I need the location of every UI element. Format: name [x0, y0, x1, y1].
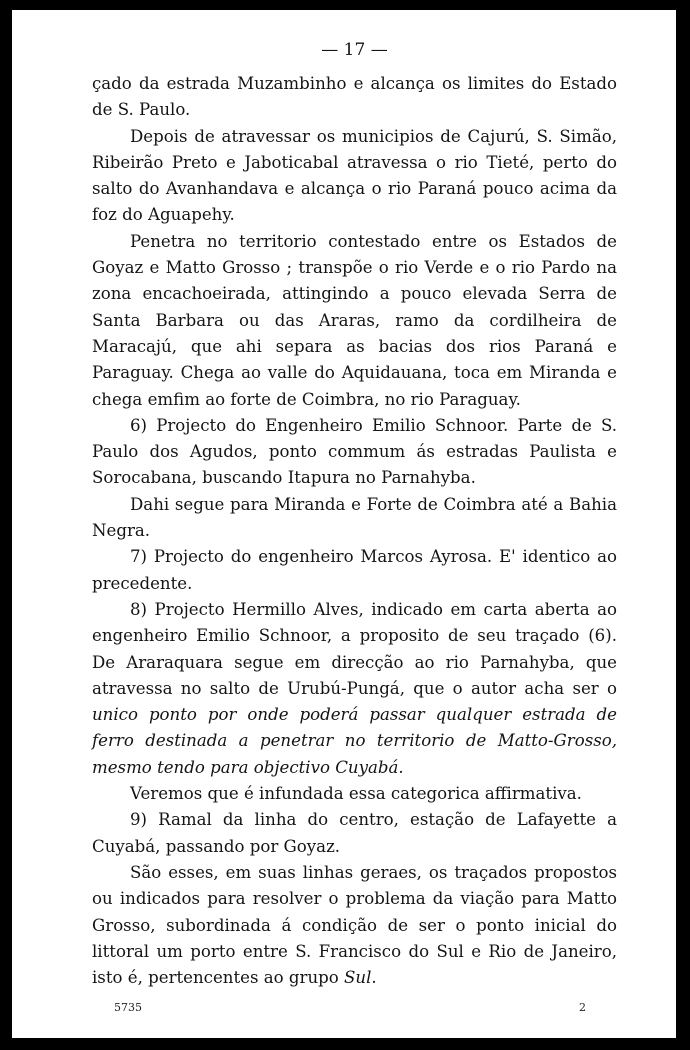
paragraph-9: 9) Ramal da linha do centro, estação de Lafayette a Cuyabá, passando por Goyaz.	[92, 810, 617, 856]
paragraph-10-end: .	[371, 968, 377, 988]
paragraph-6: 7) Projecto do engenheiro Marcos Ayrosa. E' identico ao precedente.	[92, 547, 617, 593]
paragraph-3: Penetra no territorio contestado entre os Estados de Goyaz e Matto Grosso ; transpõe o rio Verde e o rio Pardo na zona encachoeirada, attingindo a pouco elevada Serra de Santa Barbara ou das Araras, ramo da cordilheira de Maracajú, que ahi separa as bacias dos rios Paraná e Paraguay. Chega ao valle do Aquidauana, toca em Miranda e chega emfim ao forte de Coimbra, no rio Paraguay.	[92, 231, 617, 409]
paragraph-10	[92, 860, 617, 991]
page-content	[92, 10, 617, 991]
page-number: — 17 —	[321, 40, 388, 60]
paragraph-2: Depois de atravessar os municipios de Cajurú, S. Simão, Ribeirão Preto e Jaboticabal atravessa o rio Tieté, perto do salto do Avanhandava e alcança o rio Paraná pouco acima da foz do Aguapehy.	[92, 126, 617, 225]
paragraph-7	[92, 597, 617, 781]
paragraph-4: 6) Projecto do Engenheiro Emilio Schnoor. Parte de S. Paulo dos Agudos, ponto commum ás estradas Paulista e Sorocabana, buscando Itapura no Parnahyba.	[92, 415, 617, 488]
paragraph-5: Dahi segue para Miranda e Forte de Coimbra até a Bahia Negra.	[92, 494, 617, 541]
paragraph-7-text: 8) Projecto Hermillo Alves, indicado em carta aberta ao engenheiro Emilio Schnoor, a proposito de seu traçado (6). De Araraquara segue em direcção ao rio Parnahyba, que atravessa no salto de Urubú-Pungá, que o autor acha ser o	[92, 599, 617, 698]
paragraph-1: çado da estrada Muzambinho e alcança os limites do Estado de S. Paulo.	[92, 74, 617, 120]
signature-mark: 5735	[114, 1001, 142, 1014]
paragraph-7-italic-quote: unico ponto por onde poderá passar qualquer estrada de ferro destinada a penetrar no territorio de Matto-Grosso, mesmo tendo para objectivo Cuyabá.	[92, 705, 617, 777]
paragraph-10-text: São esses, em suas linhas geraes, os traçados propostos ou indicados para resolver o problema da viação para Matto Grosso, subordinada á condição de ser o ponto inicial do littoral um porto entre S. Francisco do Sul e Rio de Janeiro, isto é, pertencentes ao grupo	[92, 862, 617, 988]
paragraph-8: Veremos que é infundada essa categorica affirmativa.	[130, 784, 582, 804]
document-page	[12, 10, 676, 1038]
paragraph-10-italic: Sul	[344, 968, 372, 988]
sheet-number: 2	[579, 1001, 586, 1014]
